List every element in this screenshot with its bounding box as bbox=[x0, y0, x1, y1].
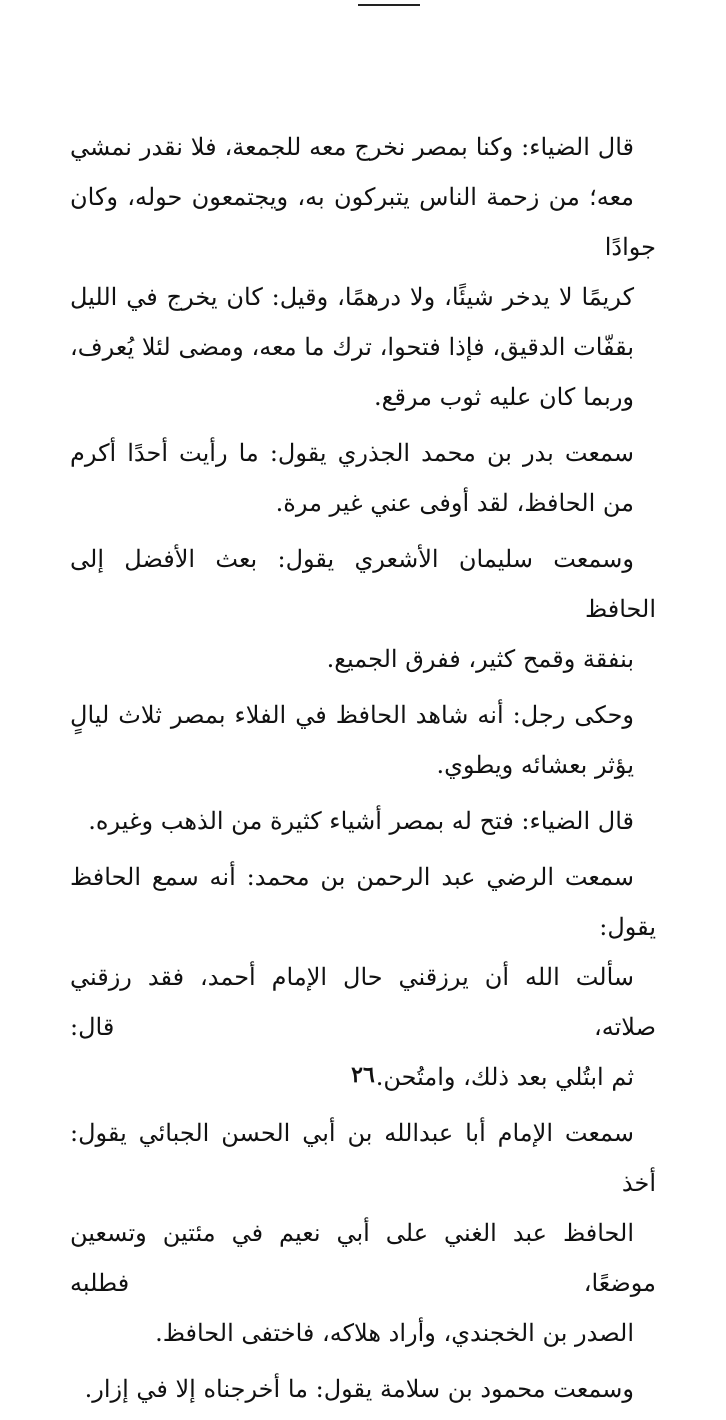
text-line: سمعت بدر بن محمد الجذري يقول: ما رأيت أحدًا أكرم bbox=[70, 439, 634, 467]
text-line: ثم ابتُلي بعد ذلك، وامتُحن. bbox=[375, 1063, 634, 1091]
text-line: سمعت الإمام أبا عبدالله بن أبي الحسن الجبائي يقول: أخذ bbox=[70, 1119, 656, 1197]
text-line: من الحافظ، لقد أوفى عني غير مرة. bbox=[275, 489, 634, 517]
text-line: بنفقة وقمح كثير، ففرق الجميع. bbox=[326, 645, 634, 673]
page-number: ٢٦ bbox=[351, 1062, 375, 1088]
text-line: يؤثر بعشائه ويطوي. bbox=[436, 751, 634, 779]
text-line: وسمعت سليمان الأشعري يقول: بعث الأفضل إلى الحافظ bbox=[70, 545, 656, 623]
text-line: وحكى رجل: أنه شاهد الحافظ في الفلاء بمصر ثلاث ليالٍ bbox=[70, 701, 634, 729]
paragraph-man-told bbox=[70, 690, 656, 790]
text-line: قال الضياء: وكنا بمصر نخرج معه للجمعة، فلا نقدر نمشي bbox=[70, 133, 634, 161]
paragraph-badr bbox=[70, 428, 656, 528]
header-rule bbox=[358, 4, 420, 6]
paragraph-sulayman bbox=[70, 534, 656, 684]
text-line: كريمًا لا يدخر شيئًا، ولا درهمًا، وقيل: كان يخرج في الليل bbox=[70, 283, 634, 311]
paragraph-jubbai bbox=[70, 1108, 656, 1358]
text-line: بقفّات الدقيق، فإذا فتحوا، ترك ما معه، ومضى لئلا يُعرف، bbox=[70, 333, 634, 361]
text-line: الصدر بن الخجندي، وأراد هلاكه، فاختفى الحافظ. bbox=[155, 1319, 634, 1347]
text-line: معه؛ من زحمة الناس يتبركون به، ويجتمعون حوله، وكان جوادًا bbox=[70, 183, 656, 261]
text-line: وسمعت محمود بن سلامة يقول: ما أخرجناه إلا في إزار. bbox=[84, 1375, 634, 1403]
page-body bbox=[70, 122, 656, 1420]
paragraph-diya-gold bbox=[70, 796, 656, 846]
text-line: قال الضياء: فتح له بمصر أشياء كثيرة من الذهب وغيره. bbox=[88, 807, 634, 835]
text-line: سمعت الرضي عبد الرحمن بن محمد: أنه سمع الحافظ يقول: bbox=[70, 863, 656, 941]
text-line: وربما كان عليه ثوب مرقع. bbox=[374, 383, 634, 411]
text-line: الحافظ عبد الغني على أبي نعيم في مئتين وتسعين موضعًا، فطلبه bbox=[70, 1219, 656, 1297]
paragraph-diya-friday bbox=[70, 122, 656, 422]
text-line: سألت الله أن يرزقني حال الإمام أحمد، فقد رزقني صلاته، قال: bbox=[70, 963, 656, 1041]
paragraph-mahmud bbox=[70, 1364, 656, 1414]
